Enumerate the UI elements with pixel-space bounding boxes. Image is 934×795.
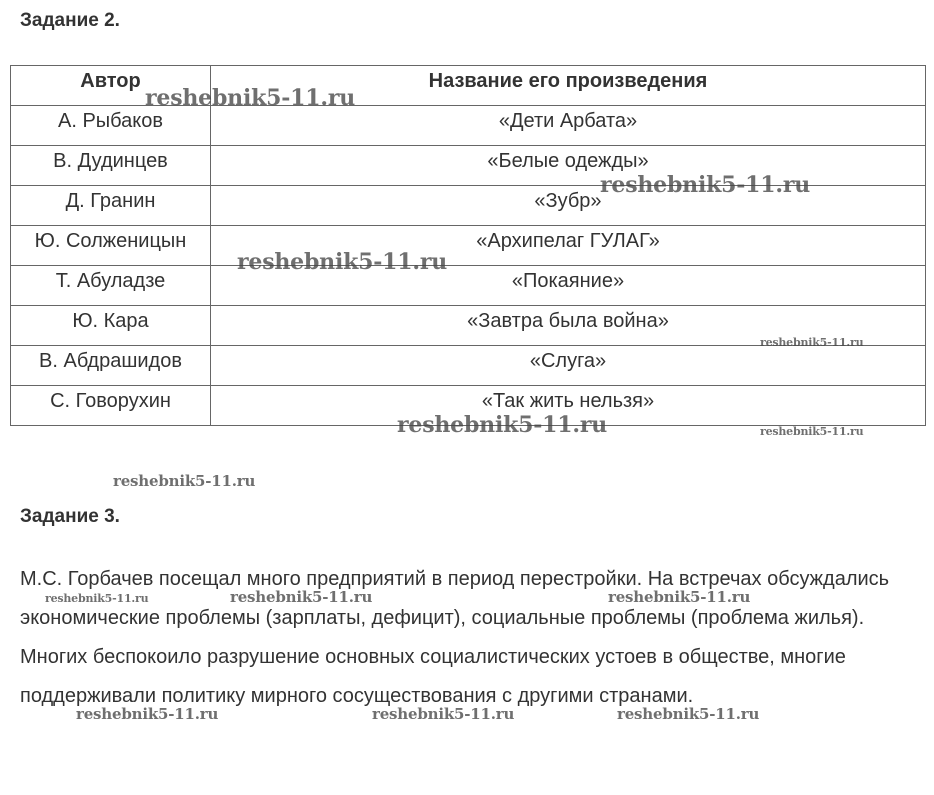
watermark: reshebnik5-11.ru [617,705,760,723]
table-row [11,266,926,306]
author-cell: Ю. Солженицын [11,226,211,266]
author-cell: Д. Гранин [11,186,211,226]
title-cell: «Дети Арбата» [211,106,926,146]
author-cell: В. Абдрашидов [11,346,211,386]
author-cell: С. Говорухин [11,386,211,426]
watermark: reshebnik5-11.ru [760,425,864,438]
title-cell: «Так жить нельзя» [211,386,926,426]
table-header-row [11,66,926,106]
task2-heading: Задание 2. [20,10,120,31]
table-row [11,186,926,226]
watermark: reshebnik5-11.ru [230,588,373,606]
title-cell: «Зубр» [211,186,926,226]
watermark: reshebnik5-11.ru [600,172,811,198]
table-row [11,106,926,146]
author-cell: Ю. Кара [11,306,211,346]
author-cell: Т. Абуладзе [11,266,211,306]
title-cell: «Завтра была война» [211,306,926,346]
title-cell: «Белые одежды» [211,146,926,186]
watermark: reshebnik5-11.ru [76,705,219,723]
watermark: reshebnik5-11.ru [45,592,149,605]
author-cell: В. Дудинцев [11,146,211,186]
table-row [11,146,926,186]
task3-answer-text: М.С. Горбачев посещал много предприятий в период перестройки. На встречах обсуждались экономические проблемы (зарплаты, дефицит), социальные проблемы (проблема жилья). Многих беспокоило разрушение основных социалистических устоев в обществе, многие поддерживали политику мирного сосуществования с другими странами. [20,568,890,707]
table-row [11,346,926,386]
title-cell: «Архипелаг ГУЛАГ» [211,226,926,266]
watermark: reshebnik5-11.ru [760,336,864,349]
watermark: reshebnik5-11.ru [372,705,515,723]
watermark: reshebnik5-11.ru [608,588,751,606]
authors-works-table [10,65,926,426]
watermark: reshebnik5-11.ru [237,249,448,275]
column-header-title: Название его произведения [211,66,926,106]
watermark: reshebnik5-11.ru [145,85,356,111]
table-row [11,386,926,426]
watermark: reshebnik5-11.ru [113,472,256,490]
title-cell: «Покаяние» [211,266,926,306]
table-row [11,306,926,346]
watermark: reshebnik5-11.ru [397,412,608,438]
title-cell: «Слуга» [211,346,926,386]
author-cell: А. Рыбаков [11,106,211,146]
table-row [11,226,926,266]
column-header-author: Автор [11,66,211,106]
task3-heading: Задание 3. [20,506,120,527]
